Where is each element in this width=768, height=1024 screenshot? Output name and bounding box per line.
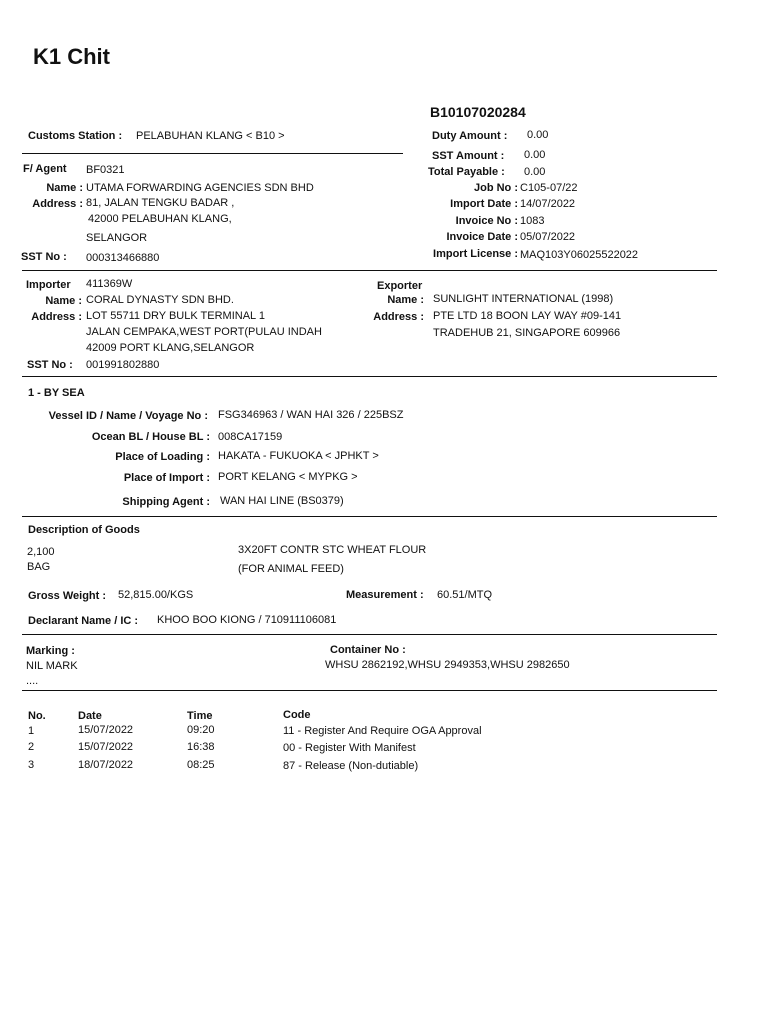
shipping-agent-label: Shipping Agent : (122, 496, 210, 508)
import-license-value: MAQ103Y06025522022 (520, 249, 639, 261)
log-header-time: Time (187, 710, 213, 722)
gross-weight-label: Gross Weight : (28, 590, 107, 602)
divider (22, 153, 403, 154)
shipping-agent-value: WAN HAI LINE (BS0379) (220, 495, 344, 507)
importer-address-label: Address : (31, 311, 82, 323)
agent-name-label: Name : (46, 182, 83, 194)
container-numbers: WHSU 2862192,WHSU 2949353,WHSU 2982650 (325, 659, 570, 671)
total-payable-label: Total Payable : (428, 166, 505, 178)
importer-label: Importer (26, 279, 71, 291)
reference-number: B10107020284 (430, 104, 526, 120)
invoice-date-label: Invoice Date : (446, 231, 518, 243)
divider (22, 376, 717, 377)
marking-line: NIL MARK (26, 660, 78, 672)
divider (22, 690, 717, 691)
vessel-value: FSG346963 / WAN HAI 326 / 225BSZ (218, 409, 404, 421)
vessel-label: Vessel ID / Name / Voyage No : (48, 410, 208, 422)
importer-address-line: JALAN CEMPAKA,WEST PORT(PULAU INDAH (86, 326, 322, 338)
importer-code: 411369W (86, 278, 133, 290)
log-date: 15/07/2022 (78, 724, 134, 736)
goods-description-line: (FOR ANIMAL FEED) (238, 563, 344, 575)
log-no: 3 (28, 759, 35, 771)
goods-description-line: 3X20FT CONTR STC WHEAT FLOUR (238, 544, 427, 556)
agent-label: F/ Agent (23, 163, 67, 175)
job-no-value: C105-07/22 (520, 182, 578, 194)
exporter-address-label: Address : (373, 311, 424, 323)
log-date: 18/07/2022 (78, 759, 134, 771)
goods-unit: BAG (27, 561, 51, 573)
divider (22, 634, 717, 635)
goods-quantity: 2,100 (27, 546, 55, 558)
log-time: 16:38 (187, 741, 215, 753)
customs-station-label: Customs Station : (28, 130, 123, 142)
log-time: 08:25 (187, 759, 215, 771)
bl-value: 008CA17159 (218, 431, 283, 443)
exporter-label: Exporter (377, 280, 423, 292)
exporter-address-line: TRADEHUB 21, SINGAPORE 609966 (433, 327, 621, 339)
importer-address-line: 42009 PORT KLANG,SELANGOR (86, 342, 255, 354)
duty-amount-label: Duty Amount : (432, 130, 508, 142)
importer-name-label: Name : (45, 295, 82, 307)
exporter-address-line: PTE LTD 18 BOON LAY WAY #09-141 (433, 310, 622, 322)
gross-weight-value: 52,815.00/KGS (118, 589, 194, 601)
invoice-date-value: 05/07/2022 (520, 231, 576, 243)
import-place-value: PORT KELANG < MYPKG > (218, 471, 358, 483)
agent-code: BF0321 (86, 164, 125, 176)
log-no: 1 (28, 725, 35, 737)
agent-address-line: 42000 PELABUHAN KLANG, (88, 213, 232, 225)
log-date: 15/07/2022 (78, 741, 134, 753)
measurement-label: Measurement : (346, 589, 424, 601)
log-code: 11 - Register And Require OGA Approval (283, 725, 482, 737)
agent-address-line: SELANGOR (86, 232, 148, 244)
divider (22, 270, 717, 271)
measurement-value: 60.51/MTQ (437, 589, 493, 601)
container-label: Container No : (330, 644, 406, 656)
importer-sst-label: SST No : (27, 359, 73, 371)
log-header-no: No. (28, 710, 46, 722)
import-license-label: Import License : (433, 248, 518, 260)
exporter-name-label: Name : (387, 294, 424, 306)
duty-amount-value: 0.00 (527, 129, 549, 141)
agent-sst-label: SST No : (21, 251, 67, 263)
log-no: 2 (28, 741, 35, 753)
bl-label: Ocean BL / House BL : (91, 431, 210, 443)
log-time: 09:20 (187, 724, 215, 736)
log-header-code: Code (283, 709, 311, 721)
declarant-label: Declarant Name / IC : (28, 615, 139, 627)
exporter-name: SUNLIGHT INTERNATIONAL (1998) (433, 293, 614, 305)
customs-station-value: PELABUHAN KLANG < B10 > (136, 130, 285, 142)
agent-address-label: Address : (32, 198, 83, 210)
agent-address-line: 81, JALAN TENGKU BADAR , (86, 197, 235, 209)
invoice-no-value: 1083 (520, 215, 545, 227)
sst-amount-label: SST Amount : (432, 150, 505, 162)
loading-value: HAKATA - FUKUOKA < JPHKT > (218, 450, 379, 462)
import-date-value: 14/07/2022 (520, 198, 576, 210)
loading-label: Place of Loading : (115, 451, 210, 463)
importer-sst-value: 001991802880 (86, 359, 160, 371)
log-code: 00 - Register With Manifest (283, 742, 416, 754)
agent-name: UTAMA FORWARDING AGENCIES SDN BHD (86, 182, 314, 194)
declarant-value: KHOO BOO KIONG / 710911106081 (157, 614, 337, 626)
import-date-label: Import Date : (450, 198, 518, 210)
total-payable-value: 0.00 (524, 166, 546, 178)
import-place-label: Place of Import : (123, 472, 210, 484)
importer-address-line: LOT 55711 DRY BULK TERMINAL 1 (86, 310, 265, 322)
importer-name: CORAL DYNASTY SDN BHD. (86, 294, 234, 306)
goods-label: Description of Goods (28, 524, 140, 536)
invoice-no-label: Invoice No : (455, 215, 518, 227)
log-header-date: Date (78, 710, 102, 722)
marking-line: .... (26, 675, 39, 687)
divider (22, 516, 717, 517)
log-code: 87 - Release (Non-dutiable) (283, 760, 419, 772)
job-no-label: Job No : (474, 182, 518, 194)
agent-sst-value: 000313466880 (86, 252, 160, 264)
page-title: K1 Chit (33, 44, 110, 69)
sst-amount-value: 0.00 (524, 149, 546, 161)
marking-label: Marking : (26, 645, 75, 657)
transport-mode: 1 - BY SEA (28, 387, 85, 399)
